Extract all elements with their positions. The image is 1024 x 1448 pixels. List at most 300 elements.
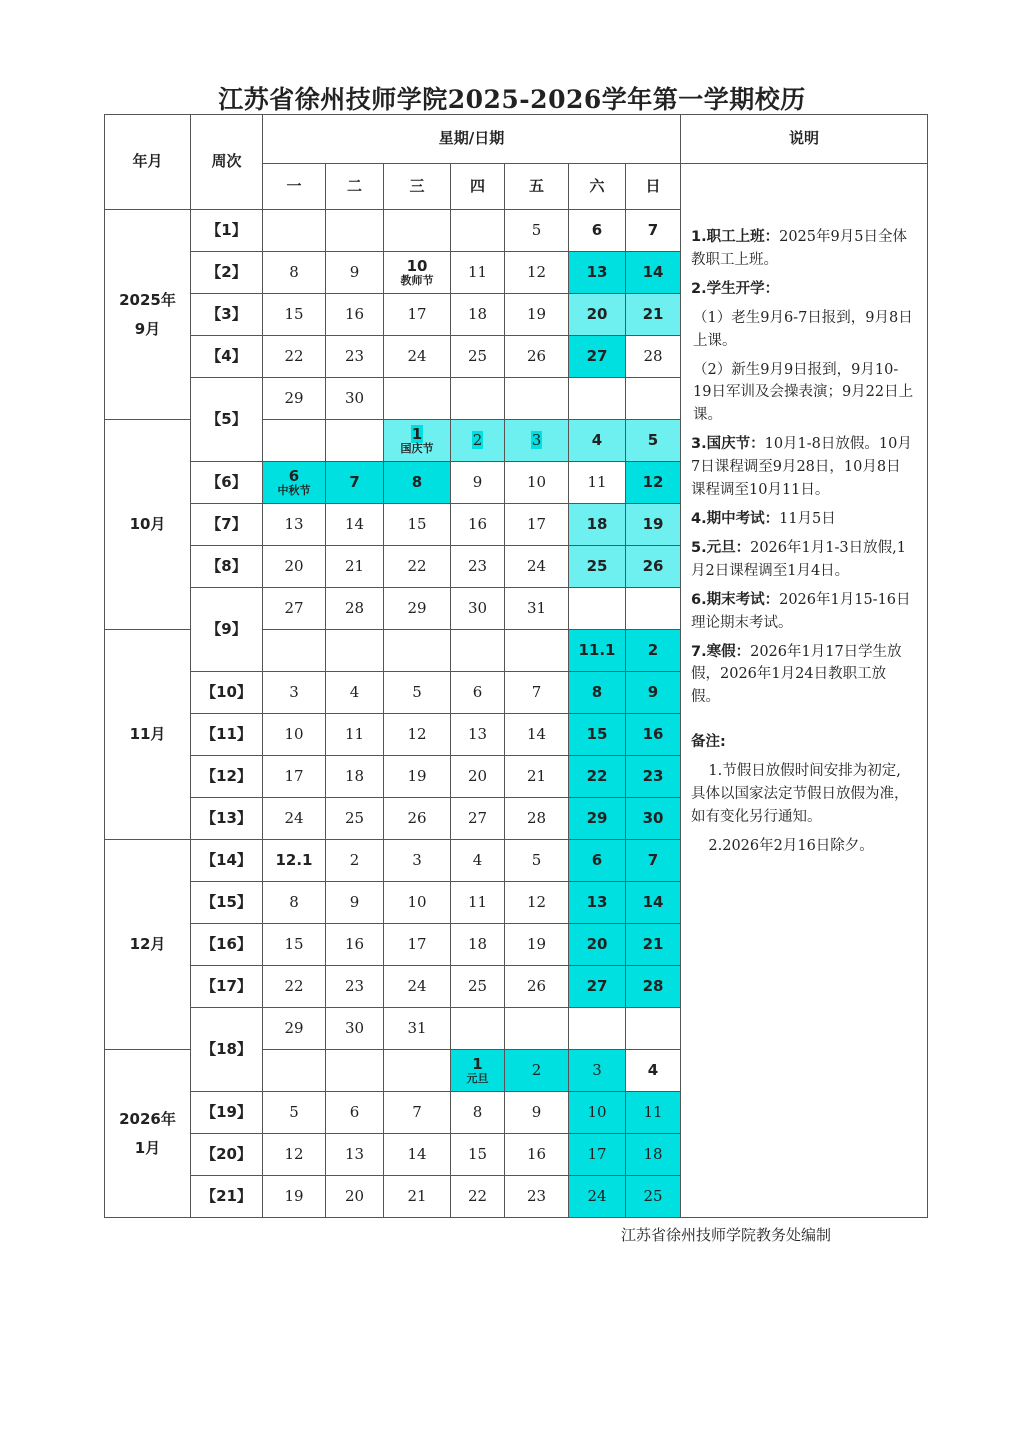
date-number: 30 — [642, 808, 664, 827]
festival-label: 元旦 — [466, 1071, 489, 1085]
date-cell — [384, 504, 451, 546]
weekday-header: 二 — [326, 164, 384, 210]
date-cell — [505, 588, 569, 630]
date-cell — [505, 840, 569, 882]
date-cell — [263, 672, 326, 714]
month-text: 11月 — [129, 725, 166, 744]
date-cell — [326, 588, 384, 630]
date-number: 13 — [586, 262, 608, 281]
date-cell — [384, 1008, 451, 1050]
date-cell — [263, 798, 326, 840]
week-number: 【9】 — [191, 588, 263, 672]
date-cell — [263, 378, 326, 420]
date-cell — [263, 882, 326, 924]
date-cell — [384, 294, 451, 336]
date-number: 25 — [643, 1186, 663, 1205]
date-cell — [505, 336, 569, 378]
date-cell — [451, 630, 505, 672]
date-number: 8 — [591, 682, 603, 701]
month-label — [105, 1050, 191, 1218]
festival-label: 国庆节 — [400, 441, 434, 455]
week-number: 【10】 — [191, 672, 263, 714]
date-number: 25 — [586, 556, 608, 575]
date-cell — [384, 378, 451, 420]
date-cell — [263, 1050, 326, 1092]
date-number: 30 — [344, 1018, 365, 1037]
date-number: 4 — [591, 430, 603, 449]
date-cell — [384, 588, 451, 630]
note-text: 2025年9月5日全体教职工上班。 — [691, 229, 907, 268]
date-cell — [451, 252, 505, 294]
date-cell — [569, 546, 626, 588]
date-number: 6 — [591, 220, 603, 239]
date-cell — [384, 798, 451, 840]
date-cell — [626, 798, 681, 840]
note-text: （1）老生9月6-7日报到，9月8日上课。 — [693, 309, 913, 349]
date-number: 20 — [586, 934, 608, 953]
week-number: 【6】 — [191, 462, 263, 504]
note-item — [691, 641, 915, 710]
week-number: 【16】 — [191, 924, 263, 966]
date-cell — [326, 504, 384, 546]
date-cell — [626, 210, 681, 252]
date-number: 7 — [412, 1102, 422, 1121]
note-label: 3.国庆节： — [691, 436, 765, 453]
date-number: 2 — [531, 1060, 542, 1079]
date-number: 26 — [642, 556, 664, 575]
date-cell — [263, 504, 326, 546]
date-cell — [384, 462, 451, 504]
date-number: 15 — [407, 514, 427, 533]
date-cell — [326, 1092, 384, 1134]
date-cell — [384, 714, 451, 756]
date-cell — [263, 1134, 326, 1176]
note-item — [691, 307, 915, 353]
date-number: 17 — [526, 514, 547, 533]
note-label: 1.职工上班： — [691, 229, 780, 245]
date-cell — [569, 336, 626, 378]
date-number: 16 — [467, 514, 488, 533]
date-number: 17 — [587, 1144, 607, 1163]
date-cell — [626, 336, 681, 378]
date-number: 16 — [344, 934, 365, 953]
date-cell — [505, 252, 569, 294]
date-number: 18 — [467, 304, 488, 323]
date-cell — [505, 294, 569, 336]
date-cell — [626, 504, 681, 546]
month-text: 12月 — [129, 935, 166, 954]
date-cell — [451, 294, 505, 336]
date-number: 8 — [472, 1102, 483, 1121]
week-number: 【19】 — [191, 1092, 263, 1134]
week-number: 【2】 — [191, 252, 263, 294]
date-number: 22 — [586, 766, 608, 785]
weekday-header: 日 — [626, 164, 681, 210]
date-number: 7 — [349, 472, 360, 491]
date-cell — [326, 1134, 384, 1176]
date-number: 10 — [526, 472, 547, 491]
date-cell — [505, 924, 569, 966]
note-item — [691, 278, 915, 301]
date-number: 19 — [526, 304, 547, 323]
date-cell — [569, 798, 626, 840]
date-cell — [326, 546, 384, 588]
note-label: 6.期末考试： — [691, 591, 780, 608]
date-number: 15 — [284, 304, 304, 323]
date-cell — [263, 714, 326, 756]
date-cell — [326, 966, 384, 1008]
date-cell — [569, 210, 626, 252]
date-number: 16 — [642, 724, 664, 743]
date-cell — [505, 630, 569, 672]
date-number: 6 — [349, 1102, 360, 1121]
date-number: 21 — [344, 556, 365, 575]
date-number: 21 — [526, 766, 547, 785]
note-text: （2）新生9月9日报到，9月10-19日军训及会操表演；9月22日上课。 — [693, 361, 914, 424]
date-number: 27 — [586, 346, 608, 365]
date-number: 9 — [531, 1102, 542, 1121]
date-number: 17 — [284, 766, 304, 785]
week-number: 【5】 — [191, 378, 263, 462]
date-cell — [451, 882, 505, 924]
date-number: 29 — [284, 388, 304, 407]
date-number: 22 — [284, 976, 304, 995]
date-cell — [569, 882, 626, 924]
date-number: 27 — [284, 598, 304, 617]
header-month: 年月 — [105, 115, 191, 210]
date-cell — [451, 588, 505, 630]
date-cell — [626, 1092, 681, 1134]
date-cell — [384, 966, 451, 1008]
date-number: 12 — [526, 892, 547, 911]
date-number: 24 — [407, 976, 427, 995]
date-number: 5 — [289, 1102, 299, 1121]
date-cell — [505, 882, 569, 924]
note-item — [691, 433, 915, 502]
date-number: 12 — [526, 262, 547, 281]
date-cell — [505, 378, 569, 420]
date-number: 29 — [284, 1018, 304, 1037]
date-cell — [451, 504, 505, 546]
date-cell — [384, 924, 451, 966]
date-cell — [569, 378, 626, 420]
notes-panel — [681, 164, 928, 1218]
date-cell — [263, 588, 326, 630]
date-cell — [326, 1050, 384, 1092]
date-cell — [626, 462, 681, 504]
note-text: 2026年1月1-3日放假,1月2日课程调至1月4日。 — [691, 539, 906, 579]
date-cell — [384, 1176, 451, 1218]
weekday-header: 六 — [569, 164, 626, 210]
date-number: 11 — [587, 472, 607, 491]
week-number: 【7】 — [191, 504, 263, 546]
date-number: 18 — [467, 934, 488, 953]
date-cell — [505, 672, 569, 714]
date-number: 20 — [467, 766, 488, 785]
date-cell — [569, 1092, 626, 1134]
date-cell — [626, 882, 681, 924]
date-number: 30 — [467, 598, 488, 617]
date-number: 14 — [642, 262, 664, 281]
date-cell — [451, 462, 505, 504]
date-cell — [384, 840, 451, 882]
week-number: 【15】 — [191, 882, 263, 924]
date-cell — [384, 210, 451, 252]
date-cell — [326, 252, 384, 294]
date-cell — [626, 966, 681, 1008]
remark-item: 1.节假日放假时间安排为初定,具体以国家法定节假日放假为准，如有变化另行通知。 — [691, 763, 909, 825]
date-number: 10 — [587, 1102, 607, 1121]
date-number: 22 — [407, 556, 427, 575]
calendar-title: 江苏省徐州技师学院2025-2026学年第一学期校历 — [218, 85, 806, 114]
date-number: 13 — [586, 892, 608, 911]
festival-label: 中秋节 — [277, 483, 311, 497]
date-cell — [451, 1008, 505, 1050]
date-number: 13 — [467, 724, 488, 743]
festival-label: 教师节 — [400, 273, 434, 287]
date-number: 23 — [344, 346, 365, 365]
date-cell — [451, 672, 505, 714]
date-cell — [451, 840, 505, 882]
date-number: 8 — [289, 262, 299, 281]
date-cell — [505, 210, 569, 252]
date-cell — [263, 840, 326, 882]
date-cell — [326, 378, 384, 420]
date-cell — [569, 966, 626, 1008]
date-cell — [569, 756, 626, 798]
date-number: 26 — [526, 346, 547, 365]
date-number: 19 — [284, 1186, 304, 1205]
date-number: 29 — [407, 598, 427, 617]
week-number: 【14】 — [191, 840, 263, 882]
date-cell — [326, 210, 384, 252]
date-cell — [569, 1008, 626, 1050]
date-cell — [505, 1134, 569, 1176]
date-number: 28 — [642, 976, 664, 995]
date-number: 25 — [467, 346, 488, 365]
date-number: 5 — [412, 682, 422, 701]
date-cell — [505, 462, 569, 504]
note-item — [691, 508, 915, 531]
date-number: 11 — [467, 262, 488, 281]
date-number: 9 — [349, 892, 360, 911]
date-number: 16 — [344, 304, 365, 323]
date-number: 15 — [284, 934, 304, 953]
date-cell — [384, 546, 451, 588]
date-cell — [505, 420, 569, 462]
date-number: 22 — [467, 1186, 488, 1205]
header-weekday-date: 星期/日期 — [263, 115, 681, 164]
date-number: 3 — [531, 430, 542, 449]
date-cell — [626, 378, 681, 420]
date-number: 19 — [526, 934, 547, 953]
date-cell — [326, 756, 384, 798]
date-cell — [326, 840, 384, 882]
date-cell — [384, 672, 451, 714]
date-cell — [451, 420, 505, 462]
date-number: 1 — [411, 424, 423, 443]
date-cell — [451, 714, 505, 756]
date-number: 6 — [591, 850, 603, 869]
date-cell — [263, 252, 326, 294]
date-number: 3 — [289, 682, 299, 701]
month-label — [105, 420, 191, 630]
date-cell — [326, 336, 384, 378]
month-text: 2025年 9月 — [119, 291, 176, 338]
date-cell — [451, 924, 505, 966]
date-cell — [384, 1092, 451, 1134]
date-cell — [569, 462, 626, 504]
date-cell — [569, 1176, 626, 1218]
date-cell — [569, 1050, 626, 1092]
date-cell — [626, 840, 681, 882]
date-number: 26 — [526, 976, 547, 995]
date-number: 23 — [344, 976, 365, 995]
remarks-title: 备注: — [691, 734, 726, 751]
date-cell — [263, 966, 326, 1008]
date-cell — [326, 714, 384, 756]
date-number: 18 — [643, 1144, 663, 1163]
date-number: 20 — [344, 1186, 365, 1205]
date-number: 4 — [647, 1060, 659, 1079]
date-cell — [569, 588, 626, 630]
date-number: 4 — [349, 682, 360, 701]
date-cell — [263, 336, 326, 378]
date-cell — [626, 1134, 681, 1176]
note-item — [691, 226, 915, 272]
date-number: 1 — [472, 1054, 483, 1073]
date-cell — [569, 420, 626, 462]
date-cell — [505, 1176, 569, 1218]
month-label — [105, 630, 191, 840]
note-text: 10月1-8日放假。10月7日课程调至9月28日，10月8日课程调至10月11日。 — [691, 436, 912, 499]
note-text: 2026年1月17日学生放假，2026年1月24日教职工放假。 — [691, 643, 902, 706]
date-cell — [451, 210, 505, 252]
weekday-header: 一 — [263, 164, 326, 210]
date-cell — [569, 924, 626, 966]
date-number: 18 — [344, 766, 365, 785]
date-number: 2 — [349, 850, 360, 869]
date-cell — [384, 1134, 451, 1176]
date-cell — [626, 420, 681, 462]
date-cell — [326, 294, 384, 336]
date-number: 15 — [467, 1144, 488, 1163]
date-number: 22 — [284, 346, 304, 365]
date-number: 11.1 — [578, 640, 616, 659]
date-cell — [626, 630, 681, 672]
date-cell — [384, 1050, 451, 1092]
date-number: 13 — [284, 514, 304, 533]
date-cell — [626, 756, 681, 798]
date-cell — [505, 1008, 569, 1050]
date-cell — [451, 336, 505, 378]
date-cell — [626, 672, 681, 714]
date-cell — [263, 756, 326, 798]
date-cell — [263, 1008, 326, 1050]
date-cell — [505, 714, 569, 756]
date-cell — [263, 630, 326, 672]
footer-editor: 江苏省徐州技师学院教务处编制 — [621, 1226, 832, 1244]
date-number: 9 — [647, 682, 659, 701]
date-cell — [569, 504, 626, 546]
weekday-header: 三 — [384, 164, 451, 210]
date-number: 25 — [344, 808, 365, 827]
date-cell — [451, 798, 505, 840]
date-number: 2 — [472, 430, 483, 449]
weekday-header: 四 — [451, 164, 505, 210]
week-number: 【17】 — [191, 966, 263, 1008]
date-cell — [263, 546, 326, 588]
date-number: 15 — [586, 724, 608, 743]
date-number: 29 — [586, 808, 608, 827]
date-cell — [505, 1092, 569, 1134]
date-cell — [263, 924, 326, 966]
note-label: 7.寒假： — [691, 643, 751, 660]
date-number: 17 — [407, 304, 427, 323]
date-number: 7 — [531, 682, 542, 701]
date-number: 24 — [407, 346, 427, 365]
date-number: 14 — [526, 724, 547, 743]
date-number: 14 — [642, 892, 664, 911]
date-cell — [263, 1176, 326, 1218]
month-text: 10月 — [129, 515, 166, 534]
date-cell — [626, 252, 681, 294]
date-cell — [384, 252, 451, 294]
note-item — [691, 359, 915, 428]
header-row-1 — [105, 115, 928, 164]
note-text: 2026年1月15-16日理论期末考试。 — [691, 591, 911, 631]
date-number: 26 — [407, 808, 427, 827]
date-number: 14 — [407, 1144, 427, 1163]
date-cell — [505, 756, 569, 798]
date-number: 8 — [411, 472, 423, 491]
date-number: 9 — [472, 472, 483, 491]
date-number: 4 — [472, 850, 483, 869]
date-number: 7 — [647, 220, 659, 239]
weekday-header: 五 — [505, 164, 569, 210]
date-cell — [326, 924, 384, 966]
note-label: 2.学生开学： — [691, 280, 780, 297]
date-cell — [451, 1176, 505, 1218]
date-cell — [626, 546, 681, 588]
date-number: 10 — [406, 256, 428, 275]
date-cell — [326, 1008, 384, 1050]
week-number: 【20】 — [191, 1134, 263, 1176]
week-number: 【8】 — [191, 546, 263, 588]
date-cell — [569, 630, 626, 672]
date-number: 28 — [344, 598, 365, 617]
date-number: 2 — [647, 640, 659, 659]
date-number: 25 — [467, 976, 488, 995]
date-number: 11 — [344, 724, 365, 743]
date-number: 24 — [587, 1186, 607, 1205]
note-item — [691, 589, 915, 635]
date-cell — [451, 966, 505, 1008]
date-number: 23 — [642, 766, 664, 785]
date-number: 27 — [586, 976, 608, 995]
date-cell — [569, 714, 626, 756]
date-number: 28 — [643, 346, 663, 365]
date-cell — [626, 1050, 681, 1092]
date-number: 7 — [647, 850, 659, 869]
date-cell — [505, 798, 569, 840]
date-cell — [326, 420, 384, 462]
header-week: 周次 — [191, 115, 263, 210]
month-label — [105, 840, 191, 1050]
date-number: 17 — [407, 934, 427, 953]
note-item — [691, 537, 915, 583]
week-number: 【12】 — [191, 756, 263, 798]
